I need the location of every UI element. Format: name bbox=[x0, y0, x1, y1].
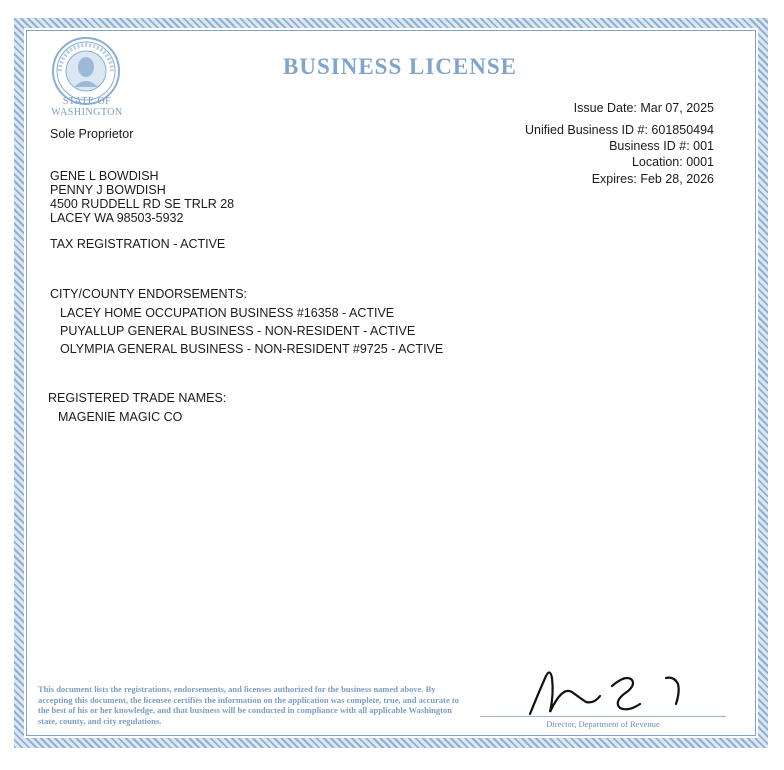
unified-business-id: Unified Business ID #: 601850494 bbox=[524, 123, 714, 137]
owner-name-1: GENE L BOWDISH bbox=[50, 169, 159, 183]
endorsement-item: PUYALLUP GENERAL BUSINESS - NON-RESIDENT - ACTIVE bbox=[60, 324, 416, 338]
seal-caption bbox=[40, 96, 134, 118]
expiration-date: Expires: Feb 28, 2026 bbox=[591, 172, 714, 186]
city-state-zip: LACEY WA 98503-5932 bbox=[50, 211, 184, 225]
seal-caption-line2: WASHINGTON bbox=[51, 107, 123, 118]
street-address: 4500 RUDDELL RD SE TRLR 28 bbox=[50, 197, 235, 211]
endorsements-heading: CITY/COUNTY ENDORSEMENTS: bbox=[50, 287, 248, 301]
owner-name-2: PENNY J BOWDISH bbox=[50, 183, 166, 197]
ownership-type: Sole Proprietor bbox=[50, 127, 134, 141]
endorsement-item: LACEY HOME OCCUPATION BUSINESS #16358 - ACTIVE bbox=[60, 306, 395, 320]
seal-caption-line1: STATE OF bbox=[62, 96, 112, 107]
endorsements-list bbox=[60, 306, 443, 360]
trade-name-item: MAGENIE MAGIC CO bbox=[58, 410, 183, 424]
trade-names-heading: REGISTERED TRADE NAMES: bbox=[48, 391, 227, 405]
owner-address-block bbox=[50, 169, 234, 225]
signature-caption: Director, Department of Revenue bbox=[546, 719, 660, 729]
location-number: Location: 0001 bbox=[631, 155, 714, 169]
tax-registration-status: TAX REGISTRATION - ACTIVE bbox=[50, 237, 226, 251]
document-title: BUSINESS LICENSE bbox=[283, 54, 517, 79]
business-id: Business ID #: 001 bbox=[609, 139, 714, 153]
issue-date: Issue Date: Mar 07, 2025 bbox=[573, 101, 714, 115]
endorsement-item: OLYMPIA GENERAL BUSINESS - NON-RESIDENT #9725 - ACTIVE bbox=[60, 342, 444, 356]
director-signature bbox=[516, 664, 696, 724]
signature-line bbox=[480, 716, 726, 717]
footer-disclaimer: This document lists the registrations, endorsements, and licenses authorized for the business named above. By accepting this document, the licensee certifies the information on the application was complete, true, and accurate to the best of his or her knowledge, and that business will be conducted in compliance with all applicable Washington state, county, and city regulations. bbox=[38, 684, 459, 726]
